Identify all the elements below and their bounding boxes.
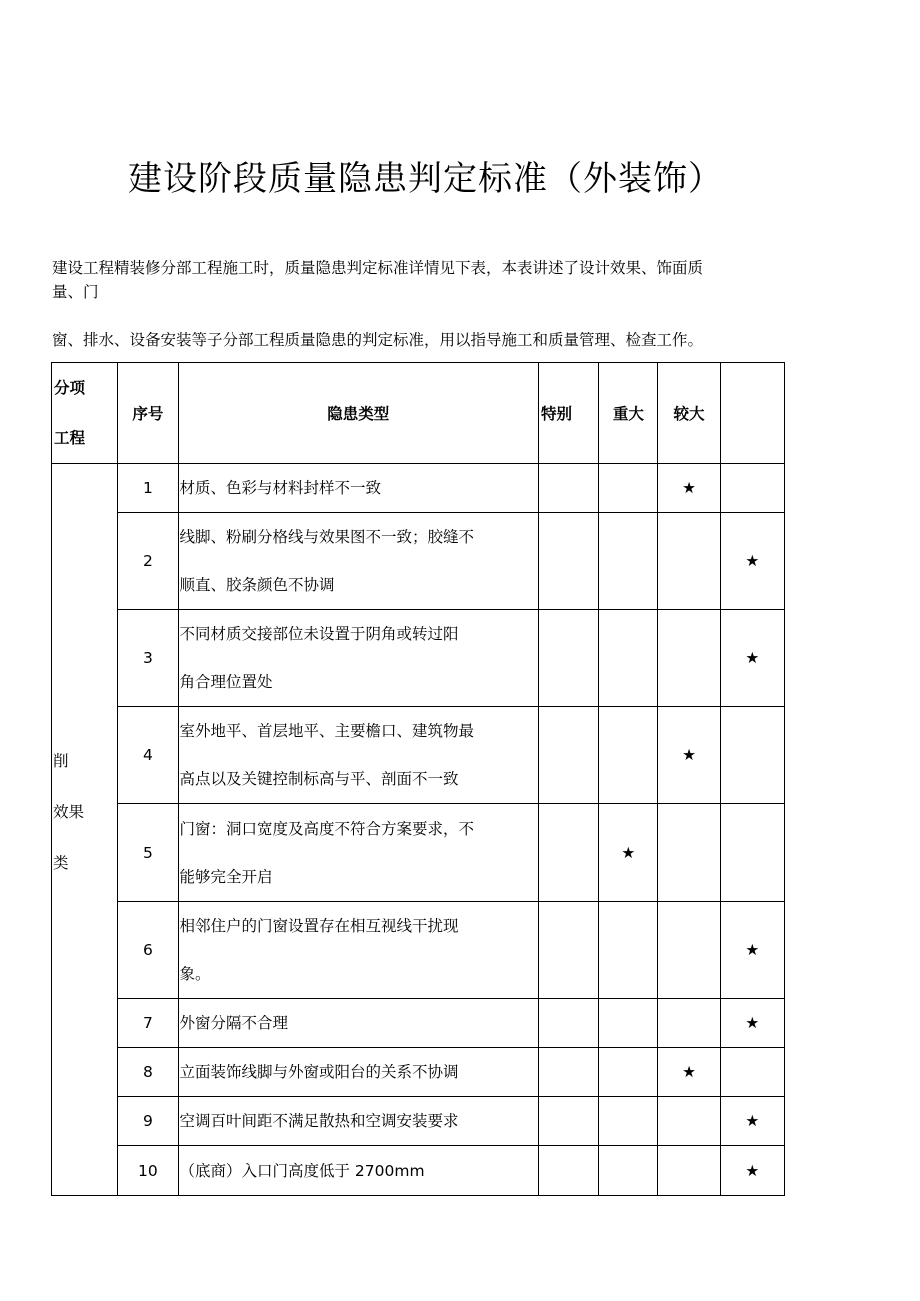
header-category-line-1: 分项 (54, 379, 86, 397)
level-general-cell (720, 464, 784, 513)
hazard-standard-table (51, 362, 785, 1196)
row-number: 3 (118, 610, 178, 707)
star-icon: ★ (682, 1063, 697, 1081)
level-special-cell (538, 513, 598, 610)
hazard-description (178, 610, 538, 707)
header-category-line-2: 工程 (54, 429, 86, 447)
hazard-description-line: 材质、色彩与材料封样不一致 (179, 479, 382, 497)
level-general-cell (720, 804, 784, 902)
header-major: 重大 (599, 363, 658, 464)
star-icon: ★ (745, 1112, 760, 1130)
intro-line-1: 建设工程精装修分部工程施工时，质量隐患判定标准详情见下表，本表讲述了设计效果、饰面质 (52, 259, 704, 277)
header-type: 隐患类型 (178, 363, 538, 464)
star-icon: ★ (745, 552, 760, 570)
level-special-cell (538, 464, 598, 513)
level-major-cell (599, 610, 658, 707)
level-major-cell (599, 999, 658, 1048)
hazard-description (178, 1146, 538, 1196)
hazard-description-line: 线脚、粉刷分格线与效果图不一致；胶缝不 (179, 528, 475, 546)
intro-line-3: 窗、排水、设备安装等子分部工程质量隐患的判定标准，用以指导施工和质量管理、检查工作。 (52, 331, 704, 349)
table-row (52, 1048, 785, 1097)
table-row (52, 902, 785, 999)
level-special-cell (538, 610, 598, 707)
row-number: 7 (118, 999, 178, 1048)
level-large-cell (658, 513, 720, 610)
star-icon: ★ (745, 941, 760, 959)
header-no: 序号 (118, 363, 178, 464)
level-general-cell (720, 610, 784, 707)
hazard-description-line: 象。 (179, 965, 211, 983)
level-major-cell (599, 1097, 658, 1146)
star-icon: ★ (745, 649, 760, 667)
table-row (52, 999, 785, 1048)
page-title: 建设阶段质量隐患判定标准（外装饰） (128, 159, 723, 199)
level-major-cell (599, 1146, 658, 1196)
level-large-cell (658, 804, 720, 902)
header-general (720, 363, 784, 464)
level-large-cell (658, 902, 720, 999)
level-large-cell (658, 1048, 720, 1097)
table-row (52, 513, 785, 610)
table-row (52, 1146, 785, 1196)
hazard-description-line: 高点以及关键控制标高与平、剖面不一致 (179, 770, 459, 788)
level-major-cell (599, 804, 658, 902)
hazard-description-line: 外窗分隔不合理 (179, 1014, 289, 1032)
level-large-cell (658, 610, 720, 707)
level-major-cell (599, 707, 658, 804)
level-major-cell (599, 513, 658, 610)
hazard-description (178, 1097, 538, 1146)
level-major-cell (599, 464, 658, 513)
header-row (52, 363, 785, 464)
hazard-description (178, 464, 538, 513)
hazard-description (178, 707, 538, 804)
intro-line-2: 量、门 (52, 283, 99, 301)
level-general-cell (720, 513, 784, 610)
hazard-description-line: 门窗：洞口宽度及高度不符合方案要求，不 (179, 819, 475, 838)
star-icon: ★ (682, 746, 697, 764)
level-special-cell (538, 1048, 598, 1097)
level-major-cell (599, 902, 658, 999)
level-major-cell (599, 1048, 658, 1097)
star-icon: ★ (621, 843, 636, 862)
hazard-description-line: 顺直、胶条颜色不协调 (179, 576, 335, 594)
row-number: 10 (118, 1146, 178, 1196)
row-number: 6 (118, 902, 178, 999)
level-general-cell (720, 1048, 784, 1097)
level-large-cell (658, 464, 720, 513)
level-general-cell (720, 999, 784, 1048)
star-icon: ★ (682, 479, 697, 497)
level-general-cell (720, 1097, 784, 1146)
table-row (52, 707, 785, 804)
hazard-description-line: 角合理位置处 (179, 673, 273, 691)
table-row (52, 610, 785, 707)
level-special-cell (538, 707, 598, 804)
row-number: 1 (118, 464, 178, 513)
level-special-cell (538, 999, 598, 1048)
hazard-description (178, 1048, 538, 1097)
category-line-3: 类 (53, 854, 69, 872)
level-general-cell (720, 1146, 784, 1196)
level-special-cell (538, 1097, 598, 1146)
level-general-cell (720, 707, 784, 804)
header-category (52, 363, 118, 464)
level-special-cell (538, 1146, 598, 1196)
hazard-description (178, 999, 538, 1048)
row-number: 5 (118, 804, 178, 902)
hazard-description (178, 804, 538, 902)
level-special-cell (538, 902, 598, 999)
star-icon: ★ (745, 1014, 760, 1032)
level-large-cell (658, 999, 720, 1048)
category-cell (52, 464, 118, 1196)
star-icon: ★ (745, 1161, 760, 1180)
hazard-description (178, 902, 538, 999)
category-line-2: 效果 (53, 803, 85, 821)
hazard-description-line: 立面装饰线脚与外窗或阳台的关系不协调 (179, 1063, 459, 1081)
table-row (52, 804, 785, 902)
level-general-cell (720, 902, 784, 999)
hazard-description-line: 室外地平、首层地平、主要檐口、建筑物最 (179, 722, 475, 740)
row-number: 4 (118, 707, 178, 804)
table-row (52, 464, 785, 513)
level-large-cell (658, 1097, 720, 1146)
hazard-description (178, 513, 538, 610)
row-number: 9 (118, 1097, 178, 1146)
table-row (52, 1097, 785, 1146)
header-special: 特别 (538, 363, 598, 464)
hazard-description-line: 能够完全开启 (179, 867, 273, 886)
hazard-description-line: （底商）入口门高度低于 2700mm (179, 1161, 425, 1180)
hazard-description-line: 相邻住户的门窗设置存在相互视线干扰现 (179, 917, 459, 935)
category-line-1: 削 (53, 752, 69, 770)
level-large-cell (658, 1146, 720, 1196)
row-number: 8 (118, 1048, 178, 1097)
hazard-description-line: 空调百叶间距不满足散热和空调安装要求 (179, 1112, 459, 1130)
level-special-cell (538, 804, 598, 902)
row-number: 2 (118, 513, 178, 610)
level-large-cell (658, 707, 720, 804)
header-large: 较大 (658, 363, 720, 464)
hazard-description-line: 不同材质交接部位未设置于阴角或转过阳 (179, 625, 459, 643)
